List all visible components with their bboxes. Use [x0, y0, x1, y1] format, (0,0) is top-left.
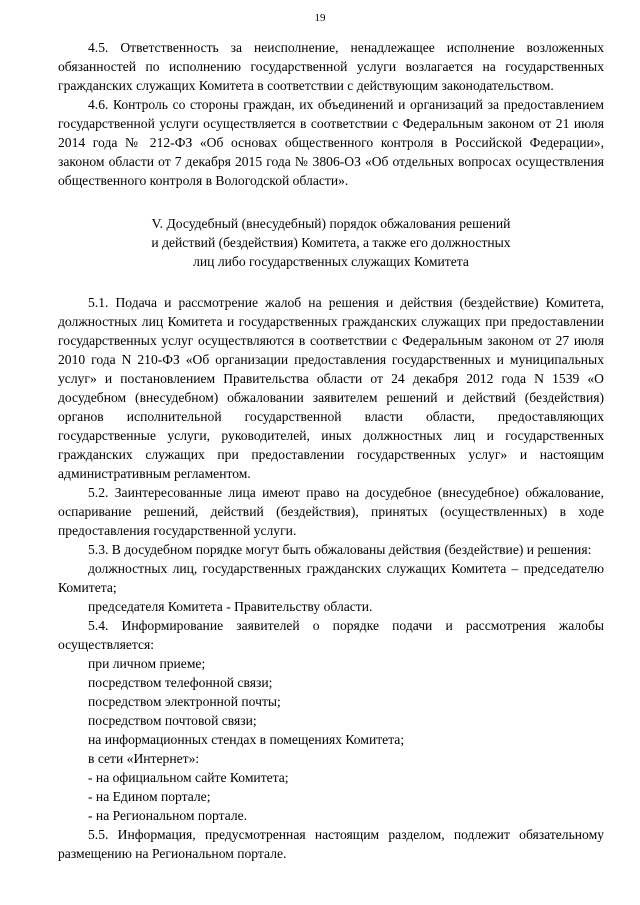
list-item-5-4-8: - на Едином портале;	[88, 789, 211, 804]
paragraph-5-5: 5.5. Информация, предусмотренная настоящим разделом, подлежит обязательному размещению на Региональном портале.	[58, 827, 604, 861]
section-heading-line-1: V. Досудебный (внесудебный) порядок обжалования решений	[151, 216, 511, 231]
list-item-5-3-a: должностных лиц, государственных гражданских служащих Комитета – председателю Комитета;	[58, 561, 604, 595]
paragraph-4-6: 4.6. Контроль со стороны граждан, их объединений и организаций за предоставлением государственной услуги осуществляется в соответствии с Федеральным законом от 21 июля 2014 года № 212-ФЗ «Об основах общественного контроля в Российской Федерации», законом области от 7 декабря 2015 года № 3806-ОЗ «Об отдельных вопросах осуществления общественного контроля в Вологодской области».	[58, 97, 604, 188]
paragraph-5-2: 5.2. Заинтересованные лица имеют право на досудебное (внесудебное) обжалование, оспаривание решений, действий (бездействия), принятых (осуществленных) в ходе предоставления государственной услуги.	[58, 485, 604, 538]
list-item-5-4-4: посредством почтовой связи;	[88, 713, 257, 728]
paragraph-5-4: 5.4. Информирование заявителей о порядке подачи и рассмотрения жалобы осуществляется:	[58, 618, 604, 652]
document-body	[58, 38, 604, 863]
section-heading-line-2: и действий (бездействия) Комитета, а также его должностных	[151, 235, 511, 250]
list-item-5-4-3: посредством электронной почты;	[88, 694, 281, 709]
page-number: 19	[314, 12, 326, 24]
paragraph-5-3: 5.3. В досудебном порядке могут быть обжалованы действия (бездействие) и решения:	[88, 542, 592, 557]
section-heading-line-3: лиц либо государственных служащих Комитета	[193, 254, 469, 269]
list-item-5-4-7: - на официальном сайте Комитета;	[88, 770, 289, 785]
list-item-5-3-b: председателя Комитета - Правительству области.	[88, 599, 373, 614]
list-item-5-4-6: в сети «Интернет»:	[88, 751, 200, 766]
list-item-5-4-9: - на Региональном портале.	[88, 808, 248, 823]
list-item-5-4-5: на информационных стендах в помещениях Комитета;	[88, 732, 405, 747]
list-item-5-4-2: посредством телефонной связи;	[88, 675, 273, 690]
list-item-5-4-1: при личном приеме;	[88, 656, 206, 671]
section-heading	[58, 214, 604, 271]
paragraph-5-1: 5.1. Подача и рассмотрение жалоб на решения и действия (бездействие) Комитета, должностных лиц Комитета и государственных гражданских служащих при предоставлении государственных услуг осуществляются в соответствии с Федеральным законом от 27 июля 2010 года N 210-ФЗ «Об организации предоставления государственных и муниципальных услуг» и постановлением Правительства области от 24 декабря 2012 года N 1539 «О досудебном (внесудебном) обжаловании заявителем решений и действий (бездействия) органов исполнительной государственной власти области, предоставляющих государственные услуги, руководителей, иных должностных лиц и государственных гражданских служащих при предоставлении государственных услуг» и настоящим административным регламентом.	[58, 295, 604, 481]
paragraph-4-5: 4.5. Ответственность за неисполнение, ненадлежащее исполнение возложенных обязанностей по исполнению государственной услуги возлагается на государственных гражданских служащих Комитета в соответствии с действующим законодательством.	[58, 40, 604, 93]
